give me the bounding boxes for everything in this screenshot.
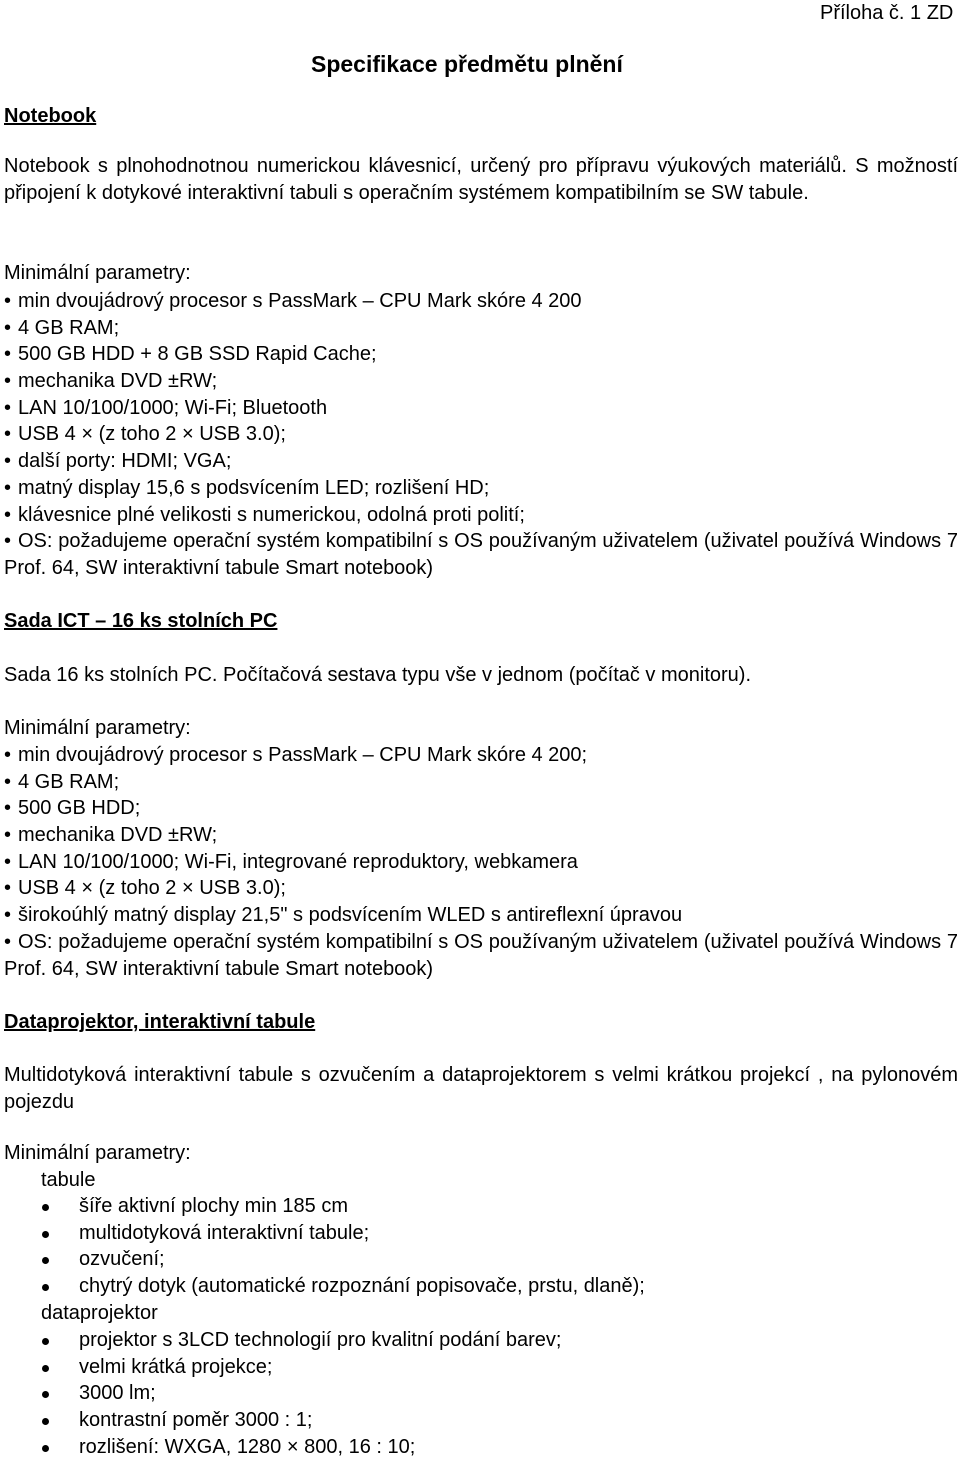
list-item: • LAN 10/100/1000; Wi-Fi; Bluetooth bbox=[4, 395, 958, 422]
list-item: • USB 4 × (z toho 2 × USB 3.0); bbox=[4, 875, 958, 902]
list-item: velmi krátká projekce; bbox=[4, 1354, 562, 1381]
projector-params-label: Minimální parametry: bbox=[4, 1142, 191, 1164]
pc-set-params-label: Minimální parametry: bbox=[4, 717, 191, 739]
board-params-list bbox=[4, 1193, 645, 1300]
list-item: • další porty: HDMI; VGA; bbox=[4, 448, 958, 475]
list-item: • 500 GB HDD + 8 GB SSD Rapid Cache; bbox=[4, 341, 958, 368]
list-item: • matný display 15,6 s podsvícením LED; rozlišení HD; bbox=[4, 475, 958, 502]
list-item: šíře aktivní plochy min 185 cm bbox=[4, 1193, 645, 1220]
list-item: • LAN 10/100/1000; Wi-Fi, integrované reproduktory, webkamera bbox=[4, 849, 958, 876]
projector-heading: Dataprojektor, interaktivní tabule bbox=[4, 1011, 316, 1033]
projector-label: dataprojektor bbox=[41, 1302, 158, 1324]
list-item: • min dvoujádrový procesor s PassMark – CPU Mark skóre 4 200; bbox=[4, 742, 958, 769]
list-item: • 500 GB HDD; bbox=[4, 795, 958, 822]
board-label: tabule bbox=[41, 1169, 96, 1191]
list-item: projektor s 3LCD technologií pro kvalitní podání barev; bbox=[4, 1327, 562, 1354]
list-item: chytrý dotyk (automatické rozpoznání popisovače, prstu, dlaně); bbox=[4, 1273, 645, 1300]
notebook-params-list bbox=[4, 288, 958, 582]
list-item: kontrastní poměr 3000 : 1; bbox=[4, 1407, 562, 1434]
list-item: 3000 lm; bbox=[4, 1380, 562, 1407]
attachment-label: Příloha č. 1 ZD bbox=[820, 2, 954, 24]
list-item: • širokoúhlý matný display 21,5" s podsvícením WLED s antireflexní úpravou bbox=[4, 902, 958, 929]
notebook-params-label: Minimální parametry: bbox=[4, 262, 191, 284]
list-item: • min dvoujádrový procesor s PassMark – CPU Mark skóre 4 200 bbox=[4, 288, 958, 315]
pc-set-description: Sada 16 ks stolních PC. Počítačová sestava typu vše v jednom (počítač v monitoru). bbox=[4, 664, 752, 686]
notebook-description: Notebook s plnohodnotnou numerickou klávesnicí, určený pro přípravu výukových materiálů. S možností připojení k dotykové interaktivní tabuli s operačním systémem kompatibilním se SW tabule. bbox=[4, 155, 958, 204]
list-item: • OS: požadujeme operační systém kompatibilní s OS používaným uživatelem (uživatel používá Windows 7 Prof. 64, SW interaktivní tabule Smart notebook) bbox=[4, 528, 958, 582]
list-item: multidotyková interaktivní tabule; bbox=[4, 1220, 645, 1247]
list-item: • mechanika DVD ±RW; bbox=[4, 368, 958, 395]
document-title: Specifikace předmětu plnění bbox=[311, 51, 623, 77]
pc-set-heading: Sada ICT – 16 ks stolních PC bbox=[4, 610, 278, 632]
list-item: • mechanika DVD ±RW; bbox=[4, 822, 958, 849]
notebook-heading: Notebook bbox=[4, 105, 97, 127]
projector-description: Multidotyková interaktivní tabule s ozvučením a dataprojektorem s velmi krátkou projekcí , na pylonovém pojezdu bbox=[4, 1064, 958, 1113]
list-item: • USB 4 × (z toho 2 × USB 3.0); bbox=[4, 421, 958, 448]
list-item: • klávesnice plné velikosti s numerickou, odolná proti polití; bbox=[4, 502, 958, 529]
pc-set-params-list bbox=[4, 742, 958, 983]
list-item: • OS: požadujeme operační systém kompatibilní s OS používaným uživatelem (uživatel používá Windows 7 Prof. 64, SW interaktivní tabule Smart notebook) bbox=[4, 929, 958, 983]
list-item: rozlišení: WXGA, 1280 × 800, 16 : 10; bbox=[4, 1434, 562, 1461]
projector-params-list bbox=[4, 1327, 562, 1460]
list-item: • 4 GB RAM; bbox=[4, 315, 958, 342]
list-item: ozvučení; bbox=[4, 1246, 645, 1273]
list-item: • 4 GB RAM; bbox=[4, 769, 958, 796]
